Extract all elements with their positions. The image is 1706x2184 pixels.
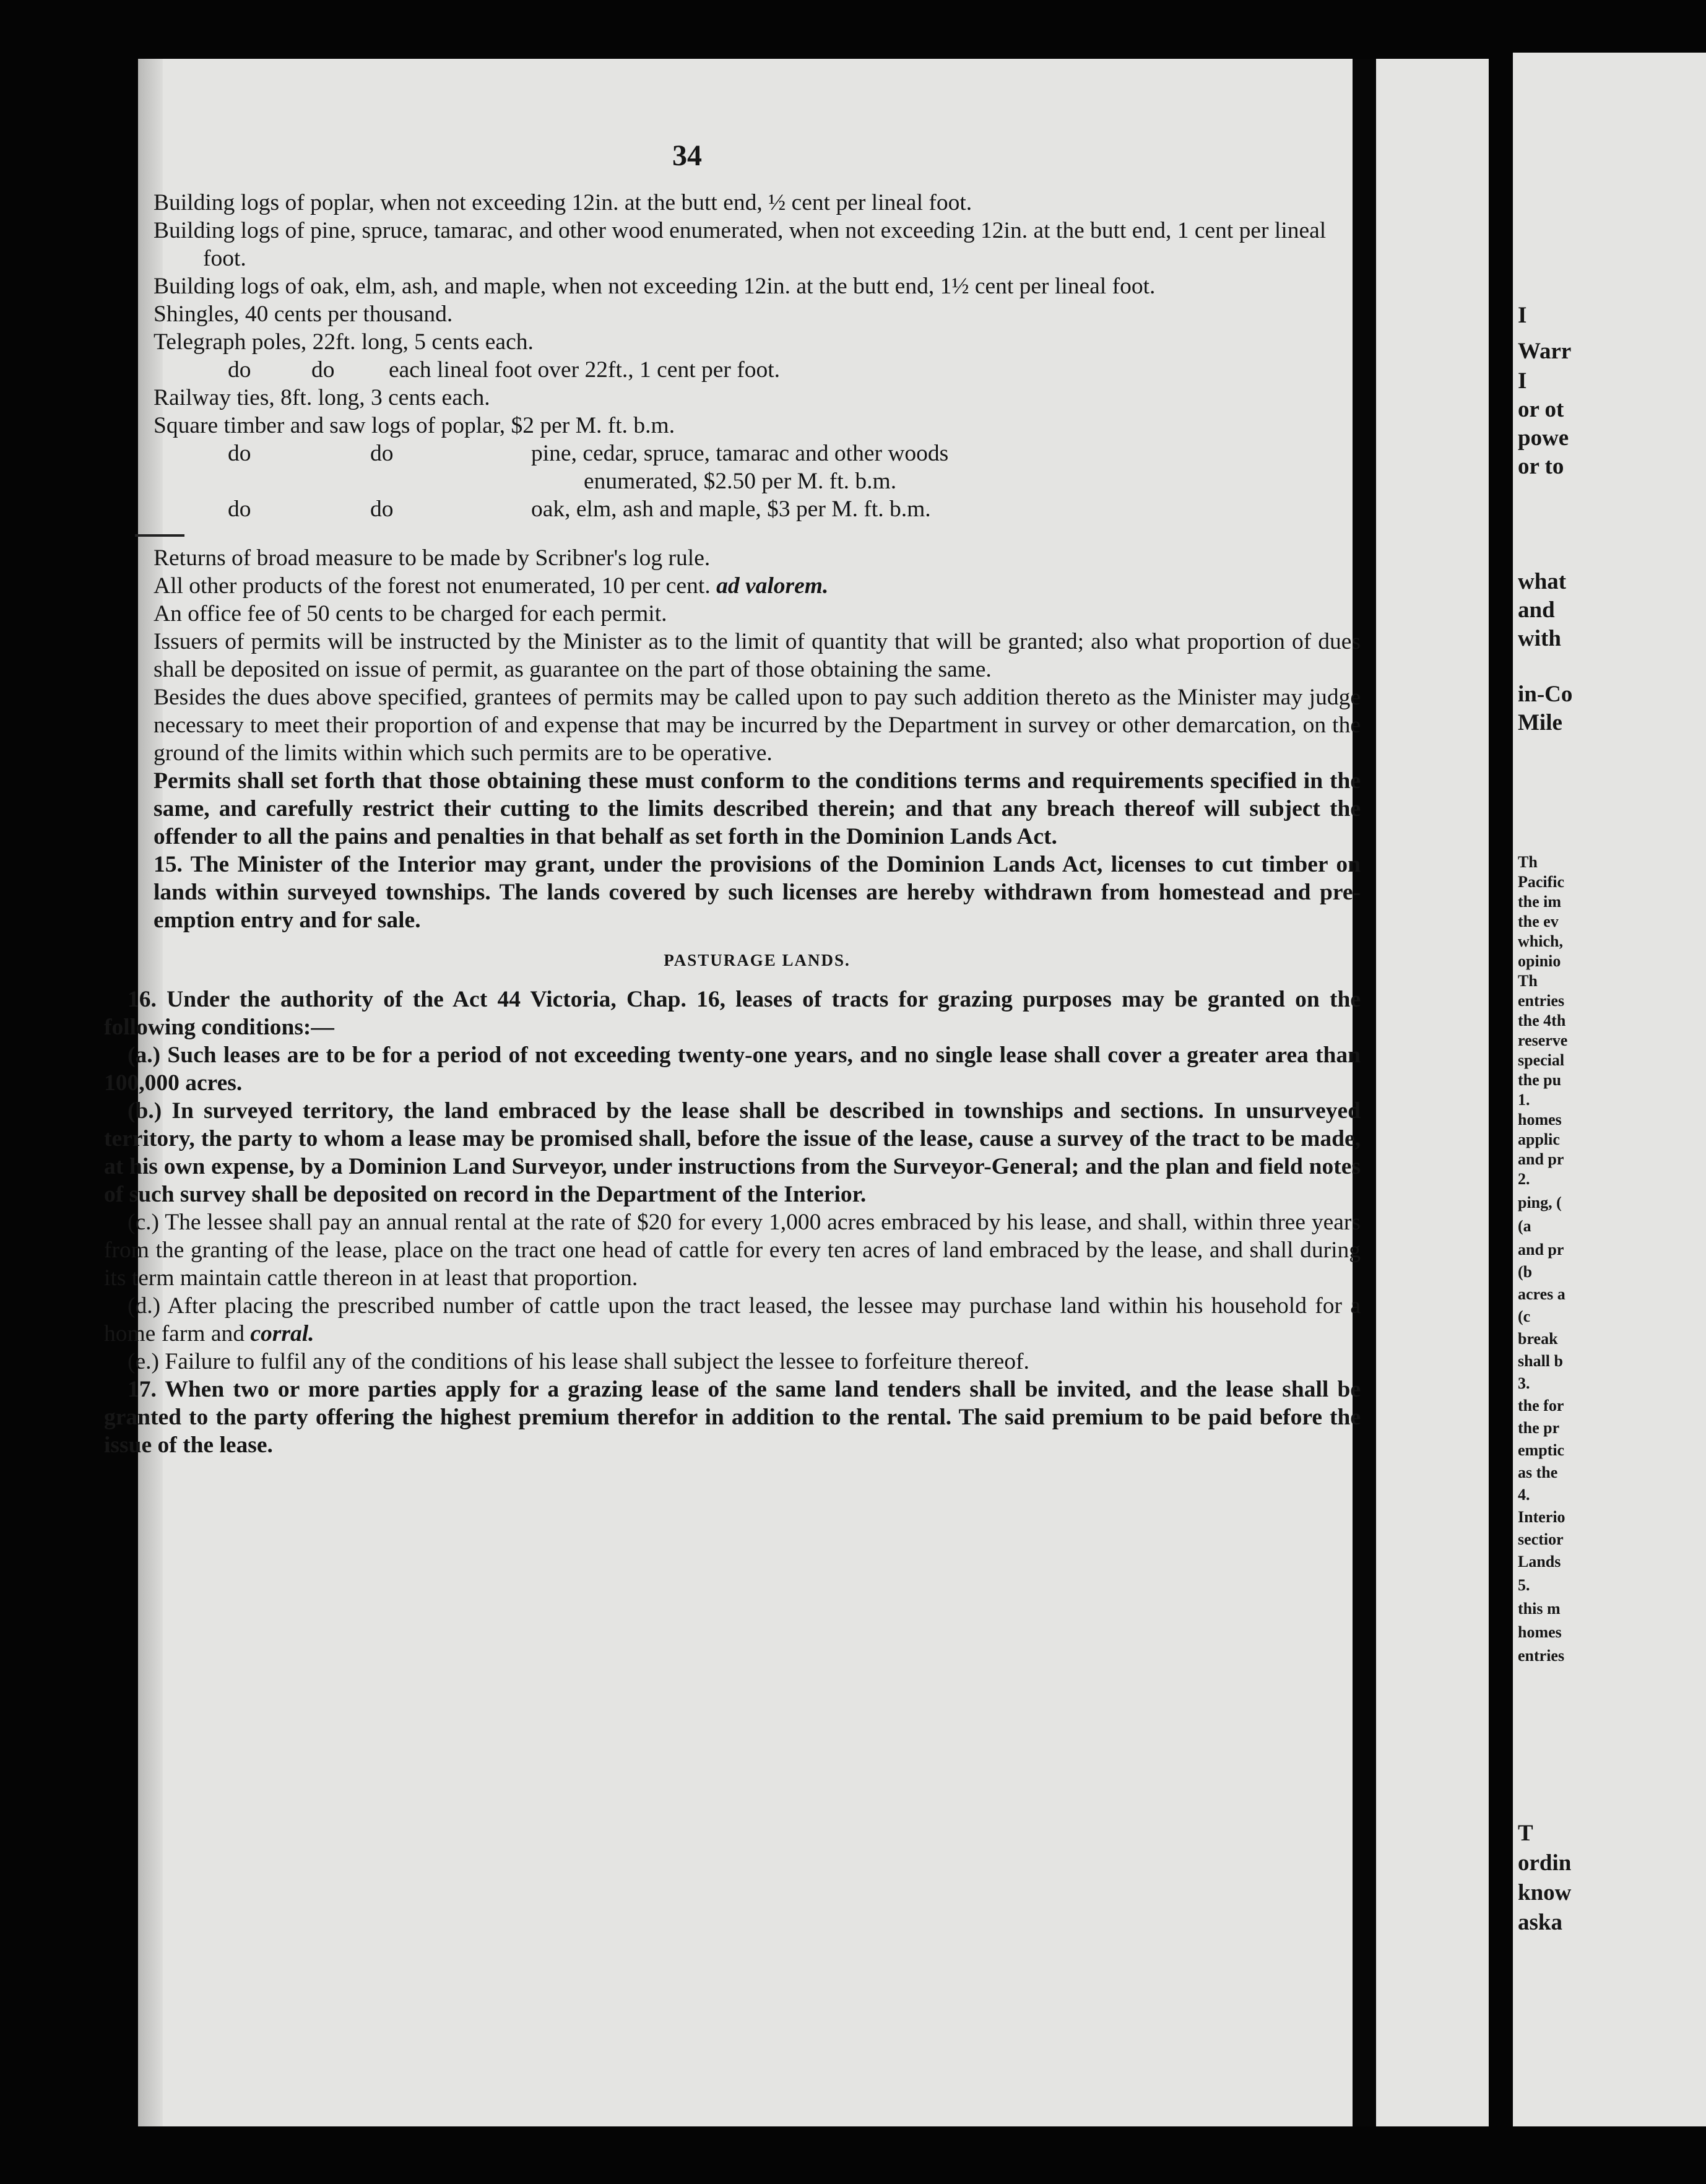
facing-page-fragment: or to <box>1518 454 1564 479</box>
facing-page-fragment: applic <box>1518 1130 1560 1148</box>
facing-page-fragment: Th <box>1518 972 1538 990</box>
dues-building-logs-pine: Building logs of pine, spruce, tamarac, and other wood enumerated, when not exceeding 12in. at the butt end, 1 cent per lineal foot. <box>154 218 1327 271</box>
ditto-mark: do <box>228 357 251 383</box>
dues-square-timber-pine <box>154 440 1361 495</box>
facing-page-fragment: break <box>1518 1330 1558 1348</box>
facing-page-fragment: emptic <box>1518 1441 1565 1459</box>
facing-page-fragment: the 4th <box>1518 1012 1566 1029</box>
facing-page-fragment: 4. <box>1518 1486 1530 1504</box>
facing-page <box>1513 53 1706 2126</box>
facing-page-fragment: opinio <box>1518 952 1561 970</box>
ditto-mark: do <box>311 357 335 383</box>
facing-page-fragment: reserve <box>1518 1031 1568 1049</box>
page-body <box>104 189 1361 1459</box>
facing-page-fragment: Interio <box>1518 1508 1565 1526</box>
dues-square-timber: Square timber and saw logs of poplar, $2 per M. ft. b.m. <box>154 413 675 438</box>
facing-page-fragment: sectior <box>1518 1530 1564 1548</box>
ditto-mark: do <box>370 496 394 522</box>
facing-page-fragment: Lands <box>1518 1553 1561 1571</box>
facing-page-fragment: the for <box>1518 1397 1564 1415</box>
dues-building-logs-poplar: Building logs of poplar, when not exceeding 12in. at the butt end, ½ cent per lineal foot. <box>154 190 972 215</box>
facing-page-fragment: the pr <box>1518 1419 1560 1437</box>
other-products-note: All other products of the forest not enumerated, 10 per cent. ad valorem. <box>154 573 829 599</box>
facing-page-fragment: know <box>1518 1880 1572 1905</box>
facing-page-fragment: (c <box>1518 1307 1531 1325</box>
paragraph-16d: (d.) After placing the prescribed number of cattle upon the tract leased, the lessee may purchase land within his household for a home farm and corral. <box>104 1293 1361 1346</box>
paragraph-16c: (c.) The lessee shall pay an annual rental at the rate of $20 for every 1,000 acres embraced by his lease, and shall, within three years from the granting of the lease, place on the tract one head of cattle for every ten acres of land embraced by the lease, and shall during its term maintain cattle thereon in at least that proportion. <box>104 1210 1361 1291</box>
permits-note: Permits shall set forth that those obtaining these must conform to the conditions terms and requirements specified in the same, and carefully restrict their cutting to the limits described therein; and that any breach thereof will subject the offender to all the pains and penalties in that behalf as set forth in the Dominion Lands Act. <box>154 768 1361 849</box>
facing-page-fragment: or ot <box>1518 397 1564 422</box>
facing-page-fragment: with <box>1518 626 1561 651</box>
facing-page-fragment: homes <box>1518 1111 1562 1129</box>
facing-page-fragment: shall b <box>1518 1352 1563 1370</box>
facing-page-fragment: what <box>1518 569 1567 594</box>
ditto-text: oak, elm, ash and maple, $3 per M. ft. b.m. <box>531 496 931 522</box>
dues-telegraph-lineal <box>154 356 1361 384</box>
section-heading: PASTURAGE LANDS. <box>664 951 851 969</box>
ditto-mark: do <box>228 441 251 466</box>
facing-page-fragment: as the <box>1518 1463 1558 1481</box>
paragraph-16b: (b.) In surveyed territory, the land embraced by the lease shall be described in townships and sections. In unsurveyed territory, the party to whom a lease may be promised shall, before the issue of the lease, cause a survey of the tract to be made, at his own expense, by a Dominion Land Surveyor, under instructions from the Surveyor-General; and the plan and field notes of such survey shall be deposited on record in the Department of the Interior. <box>104 1098 1361 1207</box>
facing-page-fragment: powe <box>1518 425 1569 451</box>
facing-page-fragment: Th <box>1518 853 1538 871</box>
facing-page-fragment: Warr <box>1518 339 1572 364</box>
paragraph-16e: (e.) Failure to fulfil any of the conditions of his lease shall subject the lessee to forfeiture thereof. <box>128 1349 1029 1374</box>
facing-page-fragment: acres a <box>1518 1285 1565 1303</box>
facing-page-fragment: (b <box>1518 1263 1533 1281</box>
facing-page-fragment: Mile <box>1518 710 1562 735</box>
facing-page-fragment: 3. <box>1518 1374 1530 1392</box>
facing-page-fragment: ordin <box>1518 1850 1572 1876</box>
facing-page-fragment: the pu <box>1518 1071 1562 1089</box>
facing-page-fragment: aska <box>1518 1910 1562 1935</box>
dues-railway-ties: Railway ties, 8ft. long, 3 cents each. <box>154 385 490 410</box>
facing-page-fragment: T <box>1518 1821 1533 1846</box>
facing-page-fragment: and pr <box>1518 1241 1564 1259</box>
facing-page-fragment: 5. <box>1518 1576 1530 1594</box>
facing-page-fragment: Pacific <box>1518 873 1565 891</box>
dues-building-logs-oak: Building logs of oak, elm, ash, and maple, when not exceeding 12in. at the butt end, 1½ cent per lineal foot. <box>154 274 1156 299</box>
facing-page-fragment: entries <box>1518 1647 1565 1665</box>
paragraph-17: 17. When two or more parties apply for a grazing lease of the same land tenders shall be invited, and the lease shall be granted to the party offering the highest premium therefor in addition to the rental. The said premium to be paid before the issue of the lease. <box>104 1377 1361 1458</box>
ditto-mark: do <box>228 496 251 522</box>
paragraph-16a: (a.) Such leases are to be for a period of not exceeding twenty-one years, and no single lease shall cover a greater area than 100,000 acres. <box>104 1042 1361 1096</box>
office-fee-note: An office fee of 50 cents to be charged for each permit. <box>154 601 667 626</box>
facing-page-fragment: I <box>1518 303 1527 328</box>
ditto-mark: do <box>370 441 394 466</box>
facing-page-fragment: homes <box>1518 1623 1562 1641</box>
facing-page-fragment: entries <box>1518 992 1565 1010</box>
section-rule <box>135 534 184 537</box>
returns-note: Returns of broad measure to be made by Scribner's log rule. <box>154 545 711 571</box>
facing-page-fragment: special <box>1518 1051 1565 1069</box>
besides-note: Besides the dues above specified, grantees of permits may be called upon to pay such addition thereto as the Minister may judge necessary to meet their proportion of and expense that may be incurred by the Department in survey or other demarcation, on the ground of the limits within which such permits are to be operative. <box>154 685 1361 766</box>
facing-page-fragment: the im <box>1518 893 1562 911</box>
facing-page-fragment: the ev <box>1518 912 1559 930</box>
facing-page-fragment: (a <box>1518 1217 1531 1235</box>
issuers-note: Issuers of permits will be instructed by the Minister as to the limit of quantity that will be granted; also what proportion of dues shall be deposited on issue of permit, as guarantee on the part of those obtaining the same. <box>154 629 1361 682</box>
paragraph-16: 16. Under the authority of the Act 44 Victoria, Chap. 16, leases of tracts for grazing purposes may be granted on the following conditions:— <box>104 987 1361 1040</box>
facing-page-fragment: this m <box>1518 1600 1561 1618</box>
facing-page-fragment: in-Co <box>1518 682 1573 707</box>
facing-page-fragment: and pr <box>1518 1150 1564 1168</box>
page-number: 34 <box>672 139 702 172</box>
facing-page-fragment: and <box>1518 597 1555 623</box>
ditto-text: pine, cedar, spruce, tamarac and other woods enumerated, $2.50 per M. ft. b.m. <box>531 441 949 494</box>
dues-telegraph-poles: Telegraph poles, 22ft. long, 5 cents each. <box>154 329 534 355</box>
facing-page-fragment: I <box>1518 368 1527 394</box>
dues-shingles: Shingles, 40 cents per thousand. <box>154 301 453 327</box>
facing-page-fragment: which, <box>1518 932 1563 950</box>
facing-page-fragment: 2. <box>1518 1170 1530 1188</box>
ditto-text: each lineal foot over 22ft., 1 cent per foot. <box>389 357 781 383</box>
paragraph-15: 15. The Minister of the Interior may grant, under the provisions of the Dominion Lands Act, licenses to cut timber on lands within surveyed townships. The lands covered by such licenses are hereby withdrawn from homestead and pre-emption entry and for sale. <box>154 852 1361 933</box>
dues-square-timber-oak <box>154 495 1361 523</box>
facing-page-fragment: 1. <box>1518 1091 1530 1109</box>
facing-page-fragment: ping, ( <box>1518 1194 1562 1211</box>
